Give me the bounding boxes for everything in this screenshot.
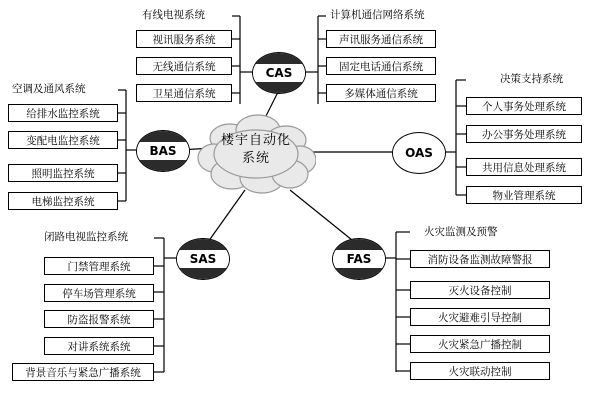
item-fas-4[interactable]: 火灾紧急广播控制 bbox=[410, 335, 550, 353]
node-oas[interactable] bbox=[392, 132, 446, 174]
node-fas-label: FAS bbox=[333, 250, 385, 268]
item-oas-2[interactable]: 办公事务处理系统 bbox=[466, 125, 582, 143]
node-oas-label: OAS bbox=[393, 144, 445, 162]
item-fas-3[interactable]: 火灾避难引导控制 bbox=[410, 308, 550, 326]
item-fas-1[interactable]: 消防设备监测故障警报 bbox=[410, 250, 550, 268]
group-title-fas: 火灾监测及预警 bbox=[424, 226, 498, 238]
item-sas-4[interactable]: 对讲系统系统 bbox=[44, 337, 154, 355]
group-title-bas: 空调及通风系统 bbox=[12, 83, 86, 95]
item-sas-2[interactable]: 停车场管理系统 bbox=[44, 284, 154, 302]
item-cas-left-2[interactable]: 无线通信系统 bbox=[136, 57, 232, 75]
node-bas-label: BAS bbox=[137, 142, 189, 160]
item-fas-2[interactable]: 灭火设备控制 bbox=[410, 281, 550, 299]
group-title-sas: 闭路电视监控系统 bbox=[44, 231, 128, 243]
node-bas[interactable] bbox=[136, 130, 190, 172]
node-sas[interactable] bbox=[176, 238, 230, 280]
item-sas-3[interactable]: 防盗报警系统 bbox=[44, 310, 154, 328]
item-bas-1[interactable]: 给排水监控系统 bbox=[8, 104, 118, 122]
item-cas-left-1[interactable]: 视讯服务系统 bbox=[136, 30, 232, 48]
group-title-cas-left: 有线电视系统 bbox=[142, 9, 205, 21]
center-label bbox=[196, 132, 316, 168]
node-cas-label: CAS bbox=[253, 64, 305, 82]
node-cas-band-bottom bbox=[253, 81, 305, 93]
item-cas-right-2[interactable]: 固定电话通信系统 bbox=[326, 57, 436, 75]
node-fas[interactable] bbox=[332, 238, 386, 280]
item-cas-left-3[interactable]: 卫星通信系统 bbox=[136, 84, 232, 102]
node-sas-label: SAS bbox=[177, 250, 229, 268]
item-cas-right-3[interactable]: 多媒体通信系统 bbox=[326, 84, 436, 102]
item-oas-4[interactable]: 物业管理系统 bbox=[466, 186, 582, 204]
node-sas-band-bottom bbox=[177, 267, 229, 279]
item-sas-1[interactable]: 门禁管理系统 bbox=[44, 257, 154, 275]
node-bas-band-bottom bbox=[137, 159, 189, 171]
item-fas-5[interactable]: 火灾联动控制 bbox=[410, 362, 550, 380]
item-cas-right-1[interactable]: 声讯服务通信系统 bbox=[326, 30, 436, 48]
node-cas[interactable] bbox=[252, 52, 306, 94]
item-bas-2[interactable]: 变配电监控系统 bbox=[8, 131, 118, 149]
center-label-line2: 系统 bbox=[241, 151, 270, 166]
item-oas-1[interactable]: 个人事务处理系统 bbox=[466, 97, 582, 115]
center-label-line1: 楼宇自动化 bbox=[220, 133, 291, 148]
node-fas-band-bottom bbox=[333, 267, 385, 279]
group-title-oas: 决策支持系统 bbox=[500, 73, 563, 85]
item-bas-4[interactable]: 电梯监控系统 bbox=[8, 192, 118, 210]
item-oas-3[interactable]: 共用信息处理系统 bbox=[466, 158, 582, 176]
item-sas-5[interactable]: 背景音乐与紧急广播系统 bbox=[12, 363, 154, 381]
item-bas-3[interactable]: 照明监控系统 bbox=[8, 164, 118, 182]
group-title-cas-right: 计算机通信网络系统 bbox=[330, 9, 425, 21]
